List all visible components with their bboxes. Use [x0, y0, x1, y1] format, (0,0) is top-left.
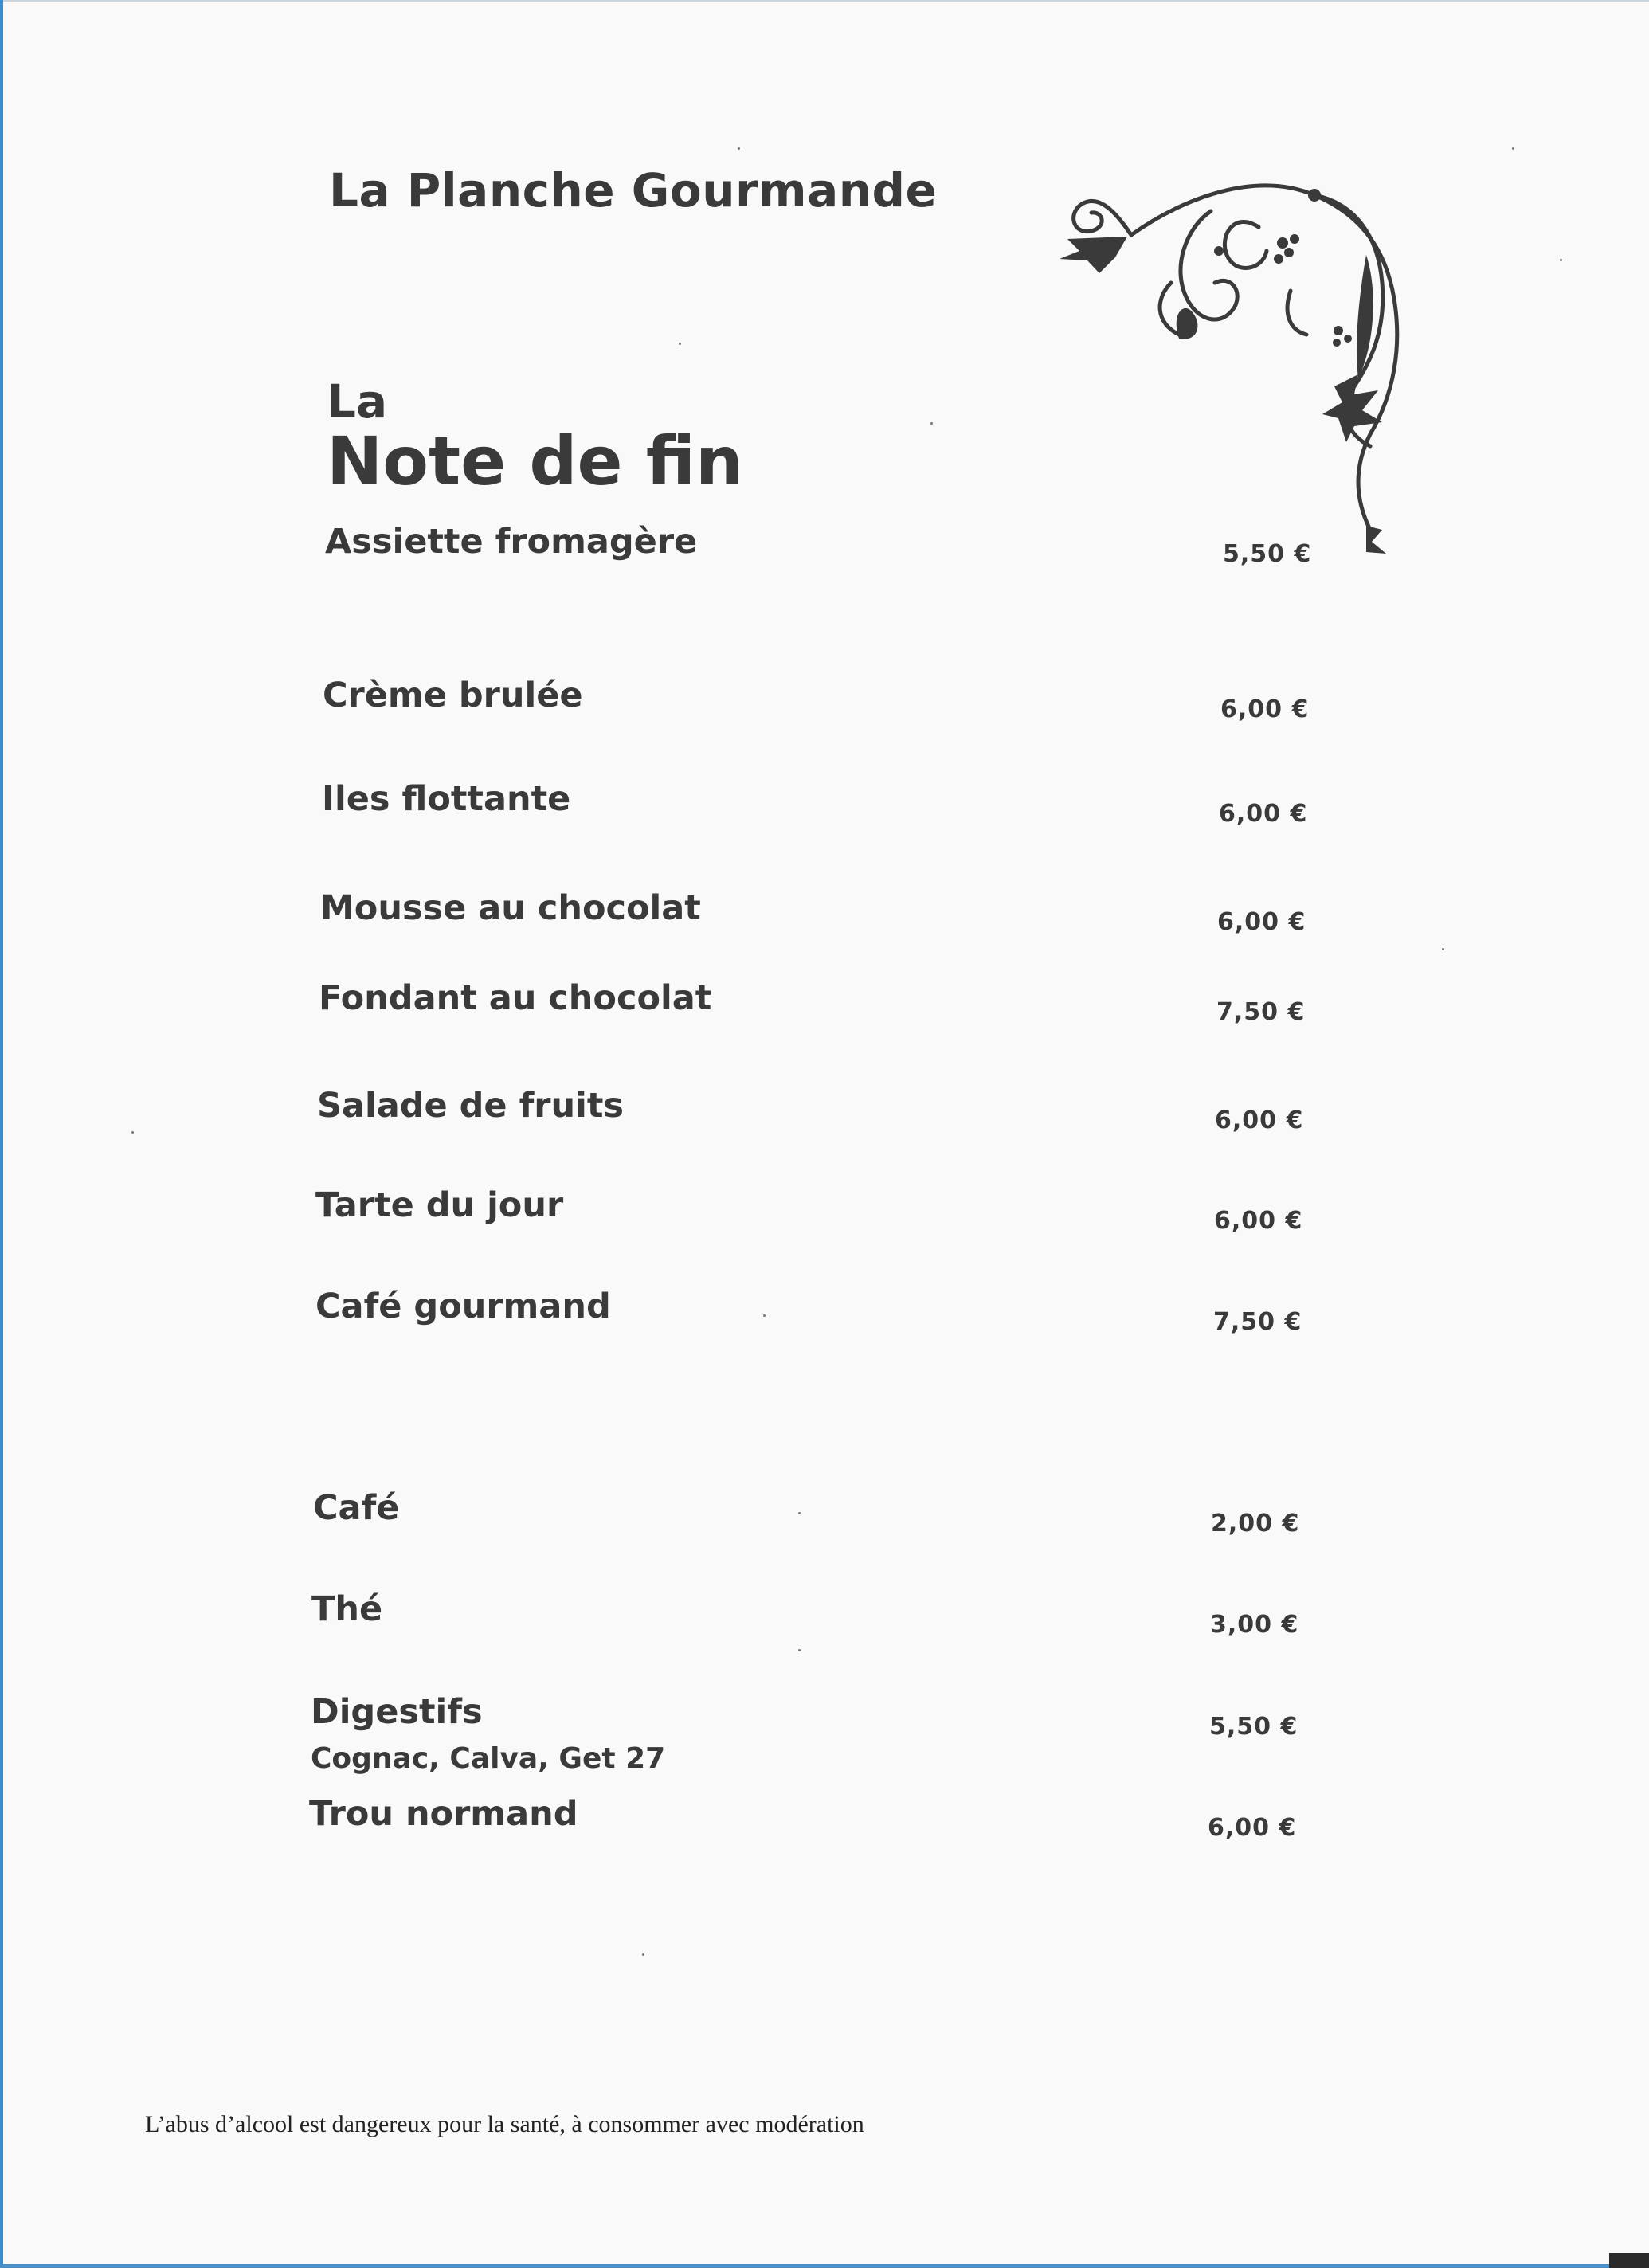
menu-item-price: 6,00 € — [1220, 695, 1310, 723]
scan-speck — [1560, 259, 1562, 261]
menu-item-price: 3,00 € — [1210, 1611, 1299, 1639]
menu-item-price: 5,50 € — [1223, 540, 1312, 568]
menu-item-price: 6,00 € — [1215, 1107, 1304, 1134]
scan-speck — [1442, 948, 1444, 950]
scan-speck — [798, 1649, 801, 1651]
scan-speck — [642, 1953, 644, 1956]
section-title: Note de fin — [327, 422, 743, 500]
menu-item-subtitle: Cognac, Calva, Get 27 — [311, 1742, 666, 1775]
menu-item-price: 6,00 € — [1208, 1814, 1297, 1842]
menu-item-name: Fondant au chocolat — [319, 978, 712, 1018]
menu-item-price: 6,00 € — [1214, 1207, 1303, 1235]
footer-alcohol-warning: L’abus d’alcool est dangereux pour la santé, à consommer avec modération — [145, 2111, 864, 2137]
menu-item-name: Café — [313, 1488, 400, 1528]
menu-item-name: Assiette fromagère — [325, 522, 698, 562]
menu-item-name: Café gourmand — [315, 1287, 611, 1326]
menu-item-price: 5,50 € — [1209, 1713, 1298, 1741]
restaurant-name: La Planche Gourmande — [329, 163, 938, 217]
menu-item-price: 6,00 € — [1219, 800, 1308, 828]
scan-left-edge — [0, 0, 3, 2268]
scan-speck — [1512, 147, 1514, 150]
scan-speck — [798, 1512, 801, 1514]
scan-speck — [930, 422, 933, 425]
menu-item-name: Tarte du jour — [315, 1185, 564, 1225]
scan-corner-mark — [1609, 2253, 1649, 2268]
floral-swirl-icon — [1052, 163, 1442, 562]
scan-speck — [763, 1314, 766, 1317]
menu-item-name: Crème brulée — [323, 676, 583, 715]
menu-item-name: Iles flottante — [322, 779, 571, 819]
scan-top-edge — [0, 0, 1649, 2]
menu-item-price: 2,00 € — [1211, 1510, 1300, 1537]
scan-bottom-edge — [0, 2264, 1649, 2268]
menu-item-name: Trou normand — [309, 1794, 578, 1834]
menu-item-name: Thé — [311, 1589, 383, 1629]
menu-item-name: Digestifs — [311, 1692, 483, 1732]
scan-speck — [738, 147, 740, 150]
menu-item-price: 7,50 € — [1213, 1308, 1302, 1336]
menu-item-name: Salade de fruits — [317, 1086, 624, 1126]
scan-speck — [679, 343, 681, 345]
section-pre-title: La — [327, 374, 388, 429]
menu-item-price: 7,50 € — [1216, 998, 1306, 1026]
scan-speck — [131, 1131, 134, 1134]
menu-item-price: 6,00 € — [1217, 908, 1306, 936]
menu-item-name: Mousse au chocolat — [320, 888, 701, 928]
